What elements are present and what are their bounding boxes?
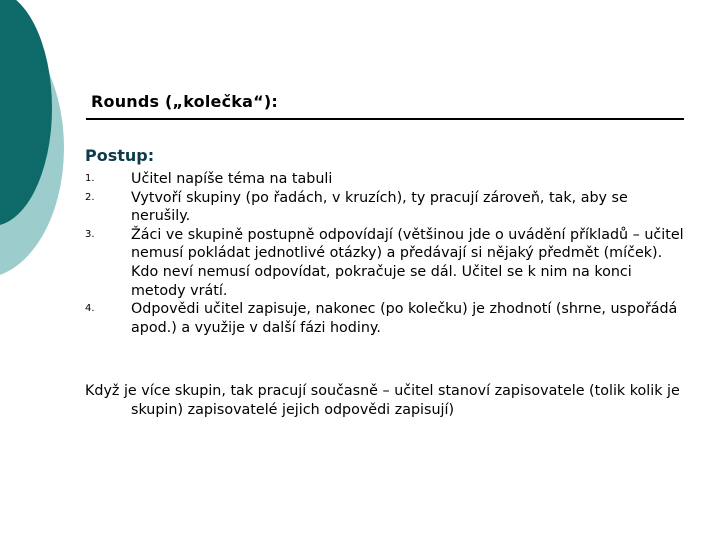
- list-item: [85, 189, 685, 226]
- list-number: 3.: [85, 228, 95, 240]
- list-item: [85, 300, 685, 337]
- slide-title: Rounds („kolečka“):: [91, 92, 278, 111]
- list-item-text: Učitel napíše téma na tabuli: [131, 171, 333, 187]
- list-number: 1.: [85, 173, 95, 184]
- closing-note: Když je více skupin, tak pracují současně – učitel stanoví zapisovatele (tolik kolik je skupin) zapisovatelé jejich odpovědi zapisují): [85, 383, 680, 418]
- section-heading: Postup:: [85, 146, 155, 165]
- list-number: 2.: [85, 191, 95, 203]
- list-item: [85, 170, 685, 189]
- list-number: 4.: [85, 303, 95, 315]
- title-underline: [86, 118, 684, 120]
- steps-list: [85, 170, 685, 337]
- list-item: [85, 226, 685, 300]
- list-item-text: Odpovědi učitel zapisuje, nakonec (po kolečku) je zhodnotí (shrne, uspořádá apod.) a využije v další fázi hodiny.: [131, 301, 678, 336]
- list-item-text: Vytvoří skupiny (po řadách, v kruzích), ty pracují zároveň, tak, aby se nerušily.: [131, 189, 628, 225]
- list-item-text: Žáci ve skupině postupně odpovídají (většinou jde o uvádění příkladů – učitel nemusí pokládat jednotlivé otázky) a předávají si nějaký předmět (míček). Kdo neví nemusí odpovídat, pokračuje se dál. Učitel se k nim na konci metody vrátí.: [131, 226, 684, 299]
